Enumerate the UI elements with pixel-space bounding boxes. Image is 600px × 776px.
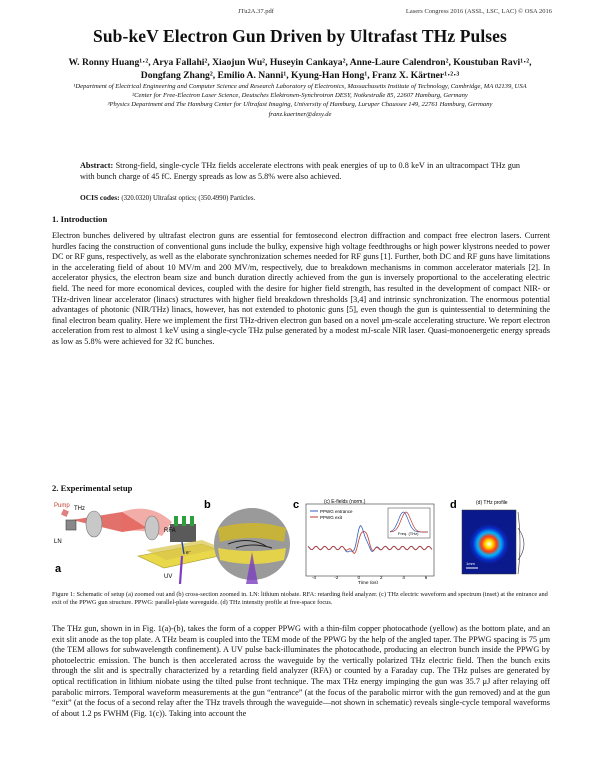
pump-label: Pump — [54, 503, 70, 509]
section-heading-introduction: 1. Introduction — [52, 214, 108, 224]
panel-label-b: b — [204, 499, 211, 511]
figure-1-caption: Figure 1: Schematic of setup (a) zoomed out and (b) cross-section zoomed in. LN: lithium niobate. RFA: retarding field analyzer. (c) THz electric waveform and spectrum (inset) at the entrance and exit of the PPWG gun structure. PPWG: parallel-plate waveguide. (d) THz intensity profile at free-space focus. — [52, 591, 548, 607]
thz-focus-spot — [469, 524, 509, 564]
xtick-label: -2 — [334, 575, 339, 580]
vertical-lineout-peak — [518, 528, 524, 560]
experimental-setup-text — [52, 624, 550, 719]
paper-title: Sub-keV Electron Gun Driven by Ultrafast THz Pulses — [93, 26, 507, 46]
electron-label: e⁻ — [186, 550, 192, 556]
abstract-text: Strong-field, single-cycle THz fields accelerate electrons with peak energies of up to 0.8 keV in an ultracompact THz gun with bunch charge of 45 fC. Energy spreads as low as 5.8% were also achieved. — [80, 161, 521, 181]
xtick-label: 0 — [357, 575, 361, 580]
panel-label-a: a — [55, 563, 62, 575]
experimental-setup-paragraph: The THz gun, shown in in Fig. 1(a)-(b), takes the form of a copper PPWG with a thin-film copper photocathode (yellow) as the bottom plate, and an exit slit anode as the top plate. A THz beam is coupled into the TEM mode of the PPWG by the help of the angled taper. The PPWG spacing is 75 μm (the TEM allows for subwavelength confinement). A UV pulse back-illuminates the photocathode, producing an electron bunch inside the PPWG by photoelectric emission. The bunch is then accelerated across the waveguide by the vertically polarized THz electric field. Then the bunch exits through the slit and is spectrally characterized by a retarding field analyzer (RFA) or counted by a Faraday cup. The THz pulses are generated by optical rectification in lithium niobate using the tilted pulse front technique. The max THz energy impinging the gun was 35.7 μJ after relaying off parabolic mirrors. Temporal waveform measurements at the gun “entrance” (at the focus of the parabolic mirror with the gun removed) and at the gun “exit” (at the focus of a second relay after the THz travels through the waveguide—not shown in schematic) reveals single-cycle temporal waveforms of about 1.2 ps FWHM (Fig. 1(c)). Taking into account the — [52, 624, 550, 718]
xtick-label: -4 — [311, 575, 317, 580]
section-heading-experimental-setup: 2. Experimental setup — [52, 483, 133, 493]
panel-label-d: d — [450, 499, 457, 511]
inset-xlabel: Freq. (THz) — [398, 531, 419, 536]
plot-d-title: (d) THz profile — [476, 500, 508, 506]
ln-label: LN — [54, 539, 62, 545]
ocis-codes — [80, 193, 520, 203]
panel-label-c: c — [293, 499, 300, 511]
rfa-connector-1 — [174, 516, 178, 526]
ocis-text: (320.0320) Ultrafast optics; (350.4990) Particles. — [121, 195, 256, 202]
abstract — [80, 161, 520, 183]
panel-c — [293, 499, 434, 584]
affiliations — [52, 82, 548, 119]
legend-exit: PPWG exit — [320, 515, 343, 520]
uv-label: UV — [164, 574, 173, 580]
rfa-connector-2 — [182, 516, 186, 526]
vertical-lineout — [518, 512, 520, 574]
rfa-label: RFA — [164, 528, 176, 534]
plot-c-title: (c) E-fields (norm.) — [324, 499, 366, 505]
panel-b — [204, 499, 290, 584]
affiliation-2: ²Center for Free-Electron Laser Science, Deutsches Elektronen-Synchrotron DESY, Notkestraße 85, 22607 Hamburg, Germany — [132, 92, 468, 100]
affiliation-3: ³Physics Department and The Hamburg Center for Ultrafast Imaging, University of Hamburg, Luruper Chaussee 149, 22761 Hamburg, Germany — [107, 101, 493, 109]
introduction-paragraph: Electron bunches delivered by ultrafast electron guns are essential for femtosecond electron diffraction and compact free electron lasers. Current hurdles facing the construction of conventional guns include the bulky, expensive high voltage feedthroughs or high power klystrons needed to power DC or RF guns, respectively, as well as the elaborate synchronization schemes needed for RF guns [1]. Further, both DC and RF guns have limitations in the accelerating field of about 10 MV/m and 200 MV/m, respectively, due to breakdown mechanisms in common accelerator materials [2]. In accelerator physics, the electron beam size and bunch duration directly achieved from the gun is inversely proportional to the accelerating electric field. The need for more economical devices, coupled with the desire for higher field strength, has resulted in the development of compact NIR- or THz-driven linear accelerator (linacs) structures with higher field breakdown thresholds [3,4] and intrinsic synchronization. The enormous potential advantages of photonic (NIR/THz) linacs, however, has not extended to photonic guns [5], even though the gun is quintessential to determining the final electron beam quality. Here we implement the first THz-driven electron gun based on a novel μm-scale accelerating structure. We report electron acceleration from rest to almost 1 keV using a single-cycle THz pulse generated by a modest mJ-scale NIR laser. Quasi-monoenergetic energy spreads as low as 5.8% were achieved for 32 fC bunches. — [52, 231, 550, 346]
plot-c-xlabel: Time (ps) — [358, 581, 379, 584]
author-list: W. Ronny Huang¹·², Arya Fallahi², Xiaojun Wu², Huseyin Cankaya², Anne-Laure Calendron², Koustuban Ravi¹·², Dongfang Zhang², Emilio A. Nanni¹, Kyung-Han Hong¹, Franz X. Kärtner¹·²·³ — [68, 57, 532, 81]
panel-d — [450, 499, 524, 574]
lithium-niobate-crystal — [66, 520, 76, 530]
figure-1-graphic — [52, 498, 550, 584]
rfa-connector-3 — [190, 516, 194, 526]
xtick-label: 2 — [379, 575, 383, 580]
contact-email: franz.kaertner@desy.de — [268, 110, 332, 118]
abstract-label: Abstract: — [80, 161, 114, 170]
conference-header: Lasers Congress 2016 (ASSL, LSC, LAC) © OSA 2016 — [405, 8, 552, 15]
panel-a — [54, 503, 228, 584]
xtick-label: 6 — [424, 575, 428, 580]
paper-id: JTu2A.37.pdf — [238, 8, 274, 15]
scale-bar-label: 1mm — [466, 561, 475, 566]
xtick-label: 4 — [402, 575, 405, 580]
ocis-label: OCIS codes: — [80, 193, 120, 202]
legend-entrance: PPWG entrance — [320, 509, 353, 514]
parabolic-mirror-2 — [145, 516, 159, 540]
pump-beam-icon — [61, 509, 69, 517]
figure-1 — [52, 498, 550, 584]
introduction-text — [52, 231, 550, 348]
thz-label: THz — [74, 506, 85, 512]
parabolic-mirror-1 — [86, 511, 102, 537]
affiliation-1: ¹Department of Electrical Engineering and Computer Science and Research Laboratory of Electronics, Massachusetts Institute of Technology, Cambridge, MA 02139, USA — [73, 83, 527, 90]
